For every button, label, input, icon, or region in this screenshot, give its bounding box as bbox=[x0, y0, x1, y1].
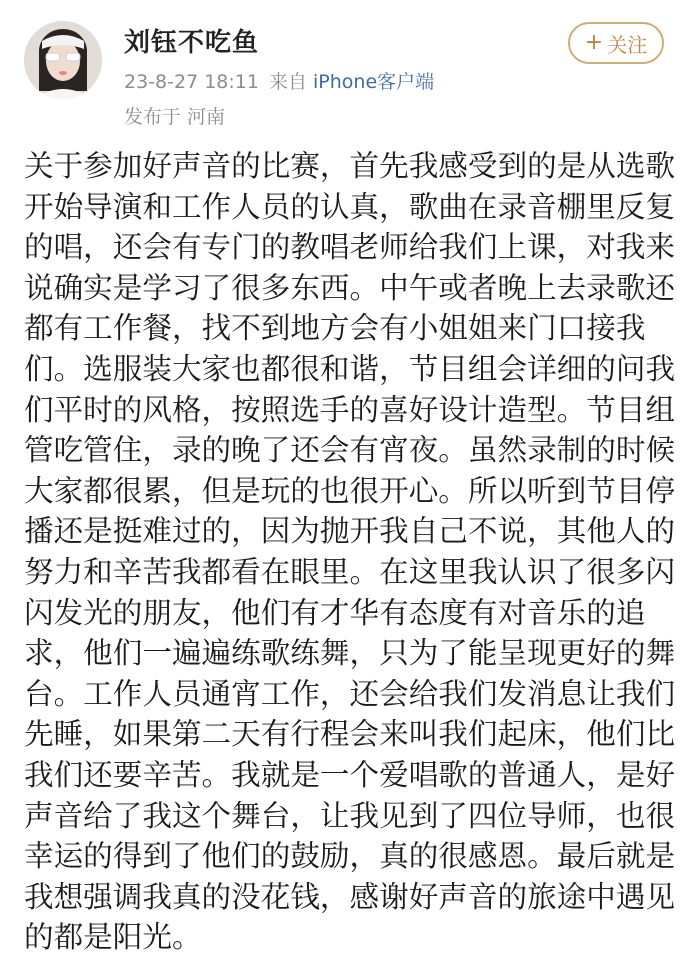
post-location: 发布于 河南 bbox=[124, 106, 226, 128]
follow-button[interactable] bbox=[568, 22, 664, 64]
follow-label: 关注 bbox=[607, 32, 648, 57]
post-content-line: 开始导演和工作人员的认真，歌曲在录音棚里反复 bbox=[24, 189, 676, 224]
post-content-line: 先睡，如果第二天有行程会来叫我们起床，他们比 bbox=[24, 717, 676, 752]
post-content-line: 的唱，还会有专门的教唱老师给我们上课，对我来 bbox=[24, 230, 676, 265]
source-prefix: 来自 bbox=[268, 71, 307, 93]
post-content-line: 们平时的风格，按照选手的喜好设计造型。节目组 bbox=[24, 392, 676, 427]
post-content-line: 播还是挺难过的，因为抛开我自己不说，其他人的 bbox=[24, 514, 676, 549]
post-content-line: 的都是阳光。 bbox=[24, 920, 202, 955]
post-content-line: 求，他们一遍遍练歌练舞，只为了能呈现更好的舞 bbox=[24, 636, 676, 671]
author-name[interactable]: 刘钰不吃鱼 bbox=[124, 28, 260, 58]
post-meta bbox=[124, 67, 434, 94]
post-content-line: 努力和辛苦我都看在眼里。在这里我认识了很多闪 bbox=[24, 554, 676, 589]
avatar[interactable] bbox=[24, 21, 102, 99]
post-content bbox=[24, 146, 676, 958]
post-content-line: 关于参加好声音的比赛，首先我感受到的是从选歌 bbox=[24, 149, 676, 183]
plus-icon: + bbox=[584, 30, 604, 55]
avatar-image bbox=[24, 21, 102, 99]
post-content-line: 台。工作人员通宵工作，还会给我们发消息让我们 bbox=[24, 676, 676, 711]
post-content-line: 管吃管住，录的晚了还会有宵夜。虽然录制的时候 bbox=[24, 433, 676, 468]
source-link[interactable]: iPhone客户端 bbox=[313, 71, 435, 93]
post-content-line: 幸运的得到了他们的鼓励，真的很感恩。最后就是 bbox=[24, 839, 676, 874]
post-content-line: 大家都很累，但是玩的也很开心。所以听到节目停 bbox=[24, 473, 676, 508]
post-content-line: 都有工作餐，找不到地方会有小姐姐来门口接我 bbox=[24, 311, 646, 346]
post-timestamp: 23-8-27 18:11 bbox=[124, 71, 259, 93]
post-content-line: 闪发光的朋友，他们有才华有态度有对音乐的追 bbox=[24, 595, 646, 630]
post-header bbox=[0, 0, 690, 140]
post-content-line: 我们还要辛苦。我就是一个爱唱歌的普通人，是好 bbox=[24, 757, 676, 792]
post-content-line: 说确实是学习了很多东西。中午或者晚上去录歌还 bbox=[24, 270, 676, 305]
post-content-line: 声音给了我这个舞台，让我见到了四位导师，也很 bbox=[24, 798, 676, 833]
post-content-line: 们。选服装大家也都很和谐，节目组会详细的问我 bbox=[24, 351, 676, 386]
post-content-line: 我想强调我真的没花钱，感谢好声音的旅途中遇见 bbox=[24, 879, 676, 914]
